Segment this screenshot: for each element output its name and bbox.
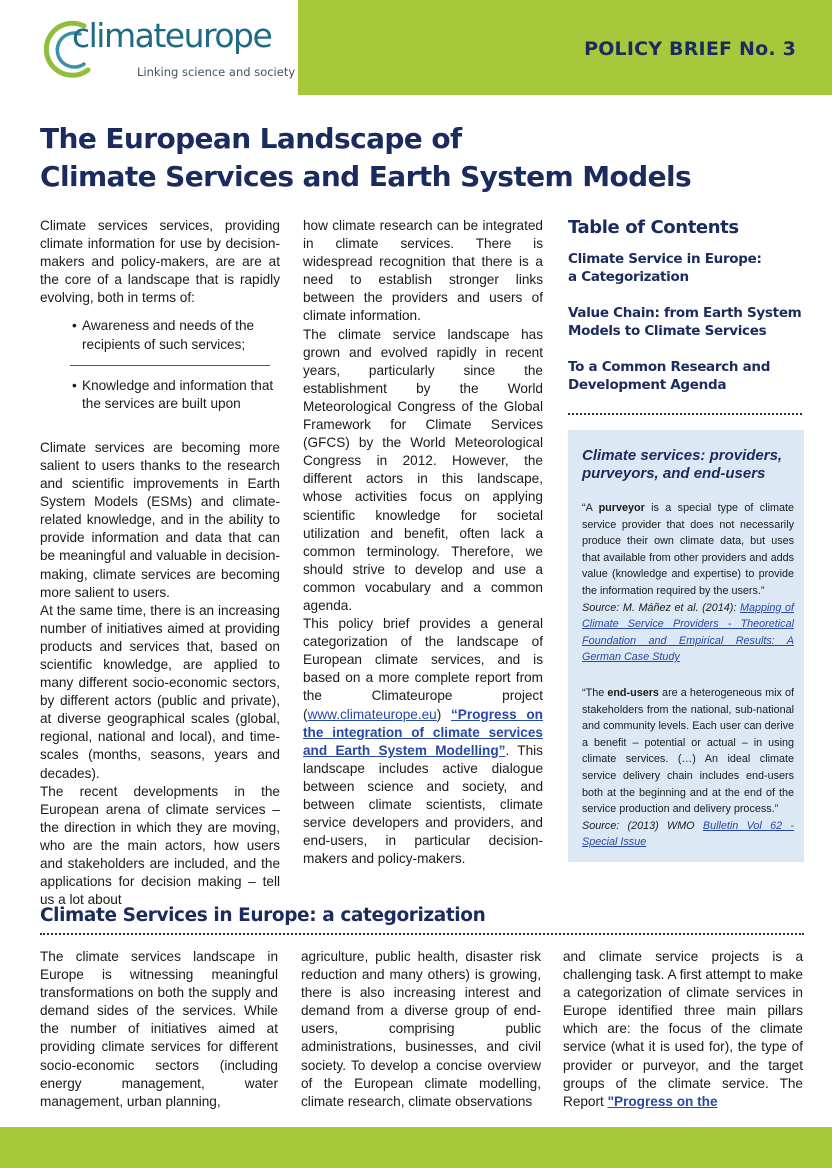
table-of-contents xyxy=(568,217,804,412)
bullet-divider xyxy=(70,365,270,366)
paragraph xyxy=(563,948,803,1111)
progress-report-link[interactable]: “Progress on the integration of climate services and Earth System Modelling” xyxy=(303,706,543,758)
text-span: ) xyxy=(436,706,451,722)
section-divider xyxy=(40,933,804,935)
source-link[interactable]: Mapping of Climate Service Providers - Theoretical Foundation and Empirical Results: A German Case Study xyxy=(582,601,794,664)
paragraph: agriculture, public health, disaster risk reduction and many others) is growing, there is also increasing interest and demand from a diverse group of end-users, comprising public administrations, businesses, and civil society. To develop a concise overview of the European climate modelling, climate research, climate observations xyxy=(301,949,541,1109)
paragraph: The climate services landscape in Europe is witnessing meaningful transformations on both the supply and demand sides of the services. While the number of initiatives aimed at providing climate services for different socio-economic sectors (including energy management, water management, urban planning, xyxy=(40,949,278,1109)
text-span: “A xyxy=(582,502,599,514)
logo-wordmark: climateurope xyxy=(72,16,272,55)
end-users-quote xyxy=(582,685,794,851)
section-column-1 xyxy=(40,948,278,1111)
box-title: Climate services: providers, purveyors, and end-users xyxy=(582,447,783,482)
text-span: and climate service projects is a challenging task. A first attempt to make a categorization of climate services in Europe identified three main pillars which are: the focus of the climate service (what it is used for), the type of provider or purveyor, and the target groups of the climate service. The Report xyxy=(563,949,803,1109)
intro-paragraph: Climate services services, providing climate information for use by decision-makers and policy-makers, are are at the core of a landscape that is rapidly evolving, both in terms of: xyxy=(40,218,280,306)
term: end-users xyxy=(607,687,659,699)
section-column-3 xyxy=(563,948,803,1111)
text-span: This policy brief provides a general categorization of the landscape of European climate services, and is based on a more complete report from the Climateurope project ( xyxy=(303,616,543,722)
paragraph: The recent developments in the European arena of climate services – the direction in which they are moving, who are the main actors, how users and stakeholders are included, and the applications for decision making – tell us a lot about xyxy=(40,783,280,908)
bullet-list xyxy=(40,377,280,413)
toc-title: Table of Contents xyxy=(568,217,739,238)
definitions-box xyxy=(568,430,804,862)
text-span: are a heterogeneous mix of stakeholders from the national, sub-national and community levels. Each user can derive a benefit – potential or actual – in using climate services. (…) An ideal climate service delivery chain includes end-users both at the beginning and at the end of the service production and delivery process.” xyxy=(582,687,794,816)
body-column-1 xyxy=(40,217,280,909)
climateurope-logo xyxy=(44,16,296,88)
purveyor-quote xyxy=(582,500,794,666)
paragraph: Climate services are becoming more salient to users thanks to the research and scientific improvements in Earth System Models (ESMs) and climate-related knowledge, and in the ability to provide information and data that can be meaningful and valuable in decision-making, climate services are becoming more salient to users. xyxy=(40,439,280,600)
toc-divider xyxy=(568,413,802,415)
climateurope-url-link[interactable]: www.climateurope.eu xyxy=(307,706,437,722)
policy-brief-label: POLICY BRIEF No. 3 xyxy=(584,38,796,60)
section-title: Climate Services in Europe: a categorization xyxy=(40,905,486,926)
paragraph xyxy=(303,615,543,868)
toc-item[interactable]: Value Chain: from Earth System Models to Climate Services xyxy=(568,305,802,339)
page-title-line1: The European Landscape of xyxy=(40,122,462,155)
text-span: “The xyxy=(582,687,608,699)
toc-item[interactable]: Climate Service in Europe: a Categorization xyxy=(568,251,762,285)
bullet-list xyxy=(40,317,280,353)
bullet-item: • Knowledge and information that the services are built upon xyxy=(40,377,280,413)
logo-tagline: Linking science and society xyxy=(137,65,296,79)
paragraph: At the same time, there is an increasing number of initiatives aimed at providing products and services that, based on scientific knowledge, are applied to many different socio-economic sectors, by different actors (public and private), at diverse geographical scales (global, regional, national and local), and time-scales (months, seasons, years and decades). xyxy=(40,602,280,781)
body-column-2 xyxy=(303,217,543,868)
section-column-2 xyxy=(301,948,541,1111)
progress-report-link[interactable]: "Progress on the xyxy=(607,1093,718,1109)
page-title-line2: Climate Services and Earth System Models xyxy=(40,160,692,193)
paragraph: how climate research can be integrated in climate services. There is widespread recognition that there is a need to establish stronger links between the providers and users of climate information. xyxy=(303,218,543,324)
paragraph: The climate service landscape has grown and evolved rapidly in recent years, particularly since the establishment by the World Meteorological Congress of the Global Framework for Climate Services (GFCS) by the World Meteorological Congress in 2012. However, the different actors in this landscape, whose activities focus on applying scientific knowledge for societal utilization and benefit, often lack a common terminology. Therefore, we should strive to develop and use a common vocabulary and a common agenda. xyxy=(303,326,543,613)
toc-item[interactable]: To a Common Research and Development Agenda xyxy=(568,359,771,393)
footer-green-band xyxy=(0,1127,832,1168)
text-span: is a special type of climate service provider that does not necessarily produce their own climate data, but uses that available from other providers and adds value (knowledge and expertise) to provide the information required by the users.” xyxy=(582,502,794,597)
term: purveyor xyxy=(598,502,645,514)
source-label: Source: (2013) WMO xyxy=(582,819,703,832)
bullet-item: • Awareness and needs of the recipients of such services; xyxy=(40,317,280,353)
source-link[interactable]: Bulletin Vol 62 - Special Issue xyxy=(582,819,794,849)
text-span: . This landscape includes active dialogue between science and society, and between climate scientists, climate service developers and providers, and end-users, in particular decision-makers and policy-makers. xyxy=(303,742,543,867)
source-label: Source: M. Máñez et al. (2014): xyxy=(582,601,740,614)
